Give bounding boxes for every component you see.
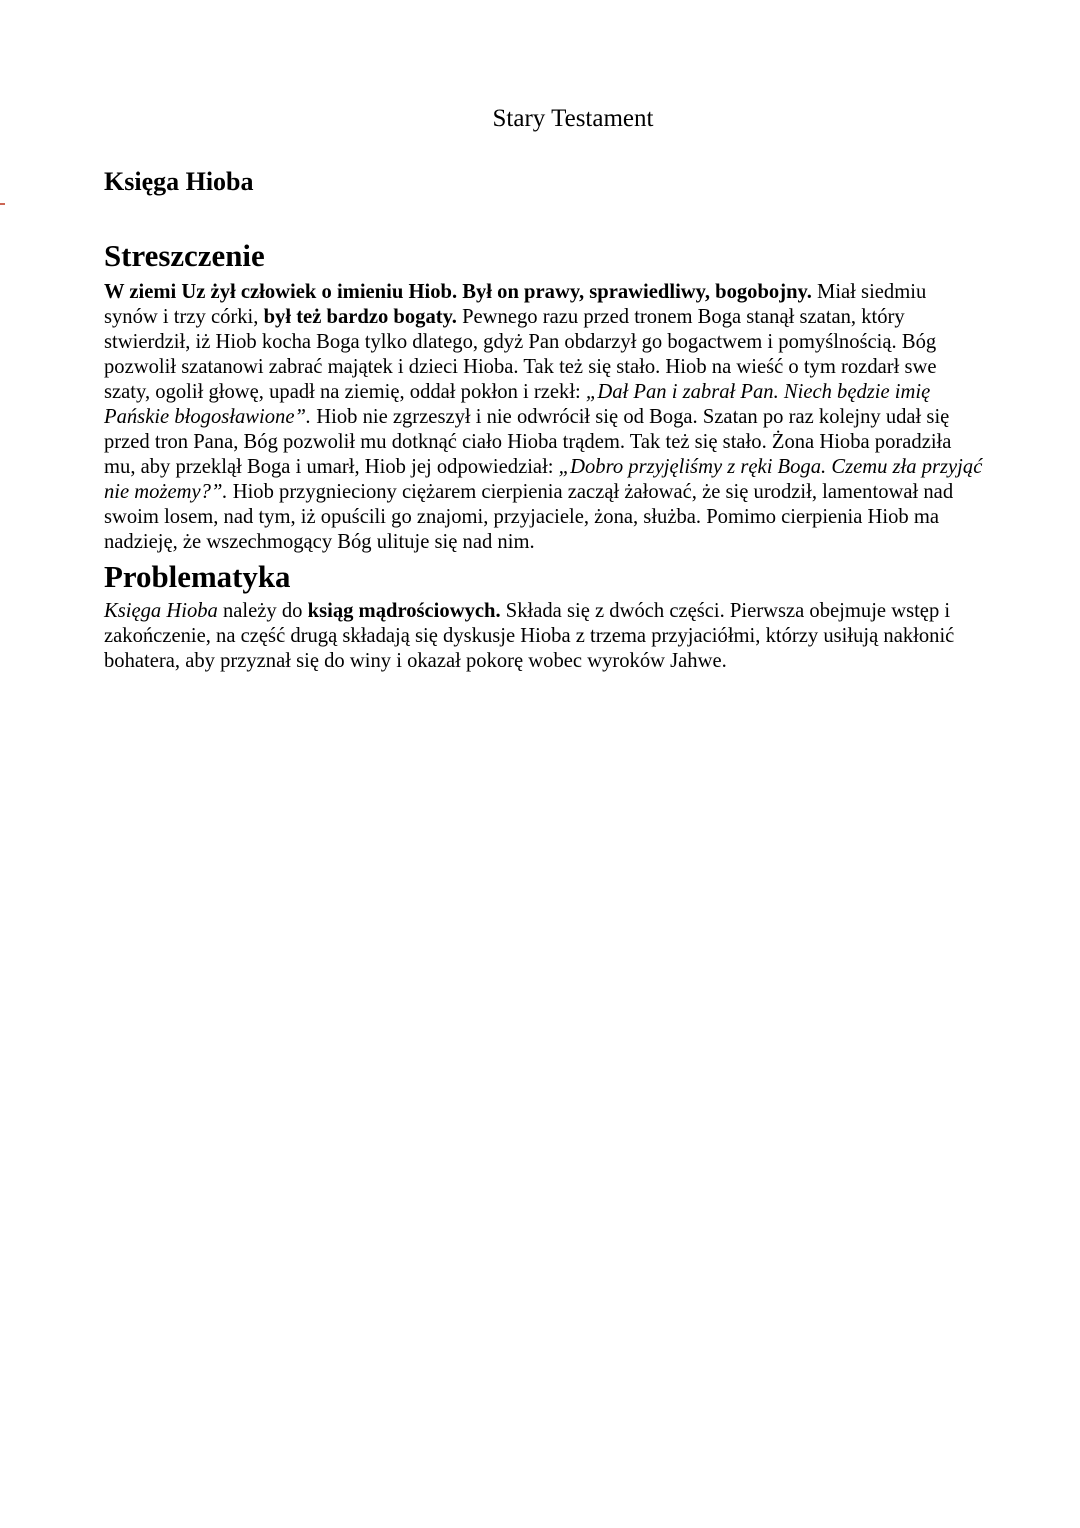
text-run: Hiob nie zgrzeszył i nie odwrócił się od Boga. Szatan po raz kolejny udał się przed tron Pana, Bóg pozwolił mu dotknąć ciało Hioba trądem. Tak też się stało. Żona Hioba poradziła mu, aby przeklął Boga i umarł, Hiob jej odpowiedział:: [104, 406, 952, 478]
text-run: należy do: [217, 600, 308, 622]
document-body: [104, 240, 984, 674]
text-run: Składa się z dwóch części. Pierwsza obejmuje wstęp i zakończenie, na część drugą składają się dyskusje Hioba z trzema przyjaciółmi, którzy usiłują nakłonić bohatera, aby przyznał się do winy i okazał pokorę wobec wyroków Jahwe.: [104, 600, 955, 672]
text-run: W ziemi Uz żył człowiek o imieniu Hiob. Był on prawy, sprawiedliwy, bogobojny.: [104, 281, 812, 303]
quote-run: „Dał Pan i zabrał Pan. Niech będzie imię Pańskie błogosławione”.: [104, 381, 931, 428]
summary-paragraph: [104, 280, 984, 555]
margin-mark: [0, 203, 5, 205]
text-run: był też bardzo bogaty.: [263, 306, 457, 328]
problematics-paragraph: [104, 599, 984, 674]
text-run: Hiob przygnieciony ciężarem cierpienia zaczął żałować, że się urodził, lamentował nad swoim losem, nad tym, iż opuścili go znajomi, przyjaciele, żona, służba. Pomimo cierpienia Hiob ma nadzieję, że wszechmogący Bóg ulituje się nad nim.: [104, 481, 954, 553]
page-header: Stary Testament: [492, 105, 654, 132]
quote-run: „Dobro przyjęliśmy z ręki Boga. Czemu zła przyjąć nie możemy?”.: [104, 456, 983, 503]
document-title: Księga Hioba: [104, 167, 254, 196]
text-run: Miał siedmiu synów i trzy córki,: [104, 281, 927, 328]
section-heading-problematyka: Problematyka: [104, 559, 291, 594]
text-run: ksiąg mądrościowych.: [307, 600, 501, 622]
text-run: Pewnego razu przed tronem Boga stanął szatan, który stwierdził, iż Hiob kocha Boga tylko dlatego, gdyż Pan obdarzył go bogactwem i pomyślnością. Bóg pozwolił szatanowi zabrać majątek i dzieci Hioba. Tak też się stało. Hiob na wieść o tym rozdarł swe szaty, ogolił głowę, upadł na ziemię, oddał pokłon i rzekł:: [104, 306, 937, 403]
section-heading-streszczenie: Streszczenie: [104, 238, 265, 273]
book-title-run: Księga Hioba: [104, 600, 218, 622]
